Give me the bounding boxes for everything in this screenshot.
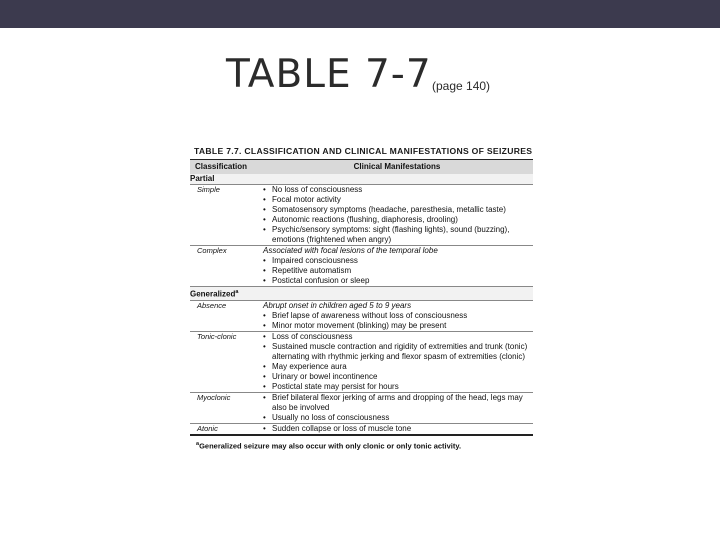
table-row bbox=[190, 331, 533, 392]
manifestation-item: • Sudden collapse or loss of muscle tone bbox=[263, 424, 533, 434]
group-label: Partial bbox=[190, 174, 215, 183]
manifestation-item: • Brief bilateral flexor jerking of arms and dropping of the head, legs may also be involved bbox=[263, 393, 533, 413]
column-header: Clinical Manifestations bbox=[261, 160, 533, 175]
manifestation-item: • May experience aura bbox=[263, 362, 533, 372]
manifestation-list bbox=[261, 311, 533, 331]
manifestation-list bbox=[261, 332, 533, 392]
group-cell bbox=[190, 287, 533, 301]
seizure-type: Tonic-clonic bbox=[190, 331, 261, 392]
manifestation-item: • Postictal confusion or sleep bbox=[263, 276, 533, 286]
group-row bbox=[190, 174, 533, 185]
table-row bbox=[190, 185, 533, 246]
manifestation-list bbox=[261, 256, 533, 286]
manifestation-item: • Somatosensory symptoms (headache, paresthesia, metallic taste) bbox=[263, 205, 533, 215]
table-row bbox=[190, 300, 533, 331]
table-header-row bbox=[190, 160, 533, 175]
manifestation-item: • Usually no loss of consciousness bbox=[263, 413, 533, 423]
manifestation-item: • Repetitive automatism bbox=[263, 266, 533, 276]
manifestation-item: • Urinary or bowel incontinence bbox=[263, 372, 533, 382]
table-row bbox=[190, 423, 533, 435]
manifestation-item: • Minor motor movement (blinking) may be present bbox=[263, 321, 533, 331]
manifestation-item: • Psychic/sensory symptoms: sight (flashing lights), sound (buzzing), emotions (frightened when angry) bbox=[263, 225, 533, 245]
top-bar bbox=[0, 0, 720, 28]
manifestation-item: • Loss of consciousness bbox=[263, 332, 533, 342]
manifestation-item: • Sustained muscle contraction and rigidity of extremities and trunk (tonic) alternating with rhythmic jerking and flexor spasm of extremities (clonic) bbox=[263, 342, 533, 362]
manifestation-item: • Focal motor activity bbox=[263, 195, 533, 205]
manifestation-item: • No loss of consciousness bbox=[263, 185, 533, 195]
manifestation-list bbox=[261, 393, 533, 423]
manifestations-cell bbox=[261, 300, 533, 331]
group-label: Generalized bbox=[190, 289, 236, 299]
footnote-marker: a bbox=[235, 289, 239, 295]
column-header: Classification bbox=[190, 160, 261, 175]
manifestations-cell bbox=[261, 331, 533, 392]
table-row bbox=[190, 392, 533, 423]
seizure-type: Complex bbox=[190, 246, 261, 287]
group-row bbox=[190, 287, 533, 301]
manifestation-item: • Brief lapse of awareness without loss of consciousness bbox=[263, 311, 533, 321]
manifestations-cell bbox=[261, 423, 533, 435]
seizure-table bbox=[190, 159, 533, 436]
manifestation-item: • Impaired consciousness bbox=[263, 256, 533, 266]
manifestation-intro: Abrupt onset in children aged 5 to 9 years bbox=[263, 300, 412, 310]
manifestation-list bbox=[261, 185, 533, 245]
manifestations-cell bbox=[261, 185, 533, 246]
manifestation-item: • Autonomic reactions (flushing, diaphoresis, drooling) bbox=[263, 215, 533, 225]
manifestations-cell bbox=[261, 246, 533, 287]
seizure-type: Atonic bbox=[190, 423, 261, 435]
group-cell bbox=[190, 174, 533, 185]
table-caption: TABLE 7.7. CLASSIFICATION AND CLINICAL MANIFESTATIONS OF SEIZURES bbox=[194, 146, 533, 156]
manifestation-item: • Postictal state may persist for hours bbox=[263, 382, 533, 392]
page-reference: (page 140) bbox=[432, 79, 491, 93]
seizure-table-figure bbox=[190, 146, 533, 450]
seizure-type: Absence bbox=[190, 300, 261, 331]
manifestations-cell bbox=[261, 392, 533, 423]
seizure-type: Myoclonic bbox=[190, 392, 261, 423]
manifestation-intro: Associated with focal lesions of the temporal lobe bbox=[263, 246, 438, 255]
seizure-type: Simple bbox=[190, 185, 261, 246]
table-row bbox=[190, 246, 533, 287]
manifestation-list bbox=[261, 424, 533, 434]
table-footnote: $^a$Generalized seizure may also occur with only clonic or only tonic activity. bbox=[196, 440, 462, 451]
slide-title: TABLE 7-7 bbox=[226, 52, 432, 97]
